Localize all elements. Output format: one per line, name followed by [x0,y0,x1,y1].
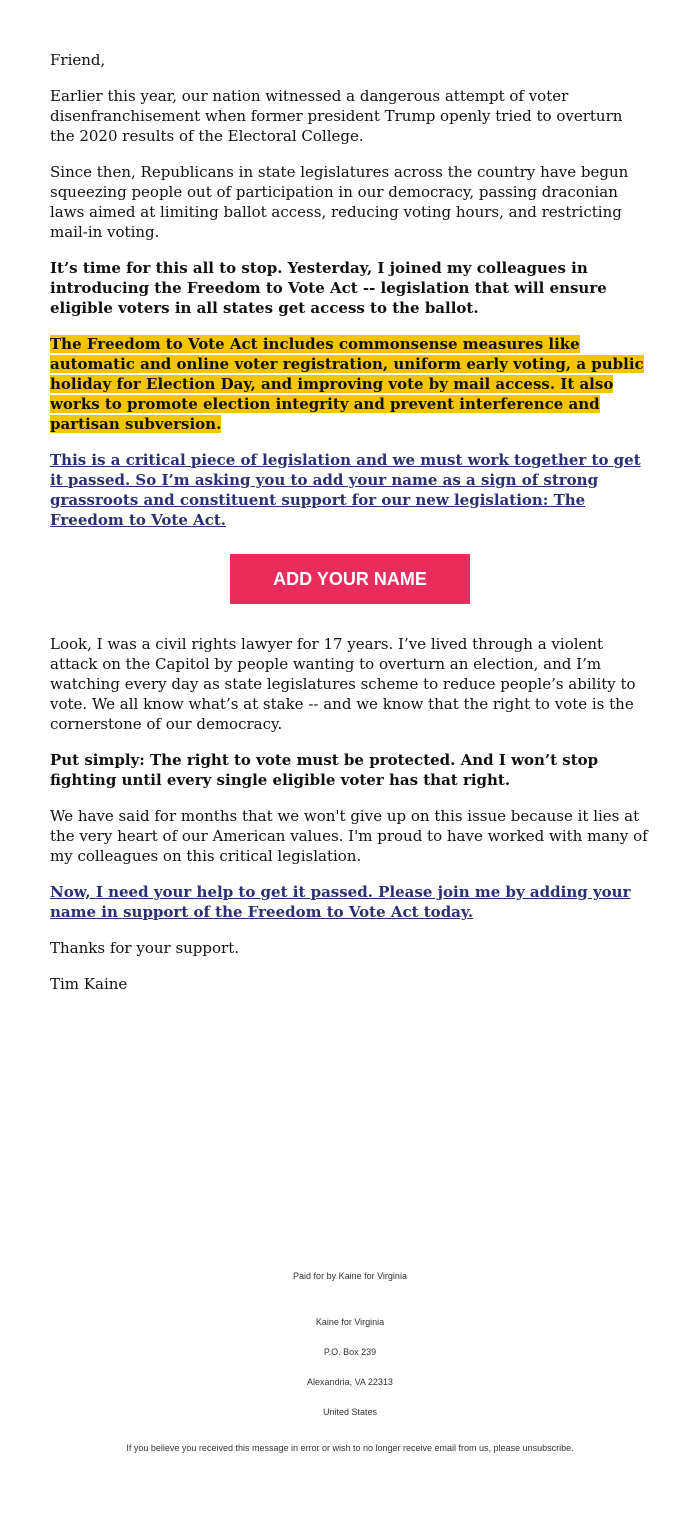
address-city: Alexandria, VA 22313 [307,1377,393,1387]
address-name: Kaine for Virginia [315,1317,385,1327]
paragraph-republicans: Since then, Republicans in state legislatures across the country have begun squeezing people out of participation in our democracy, passing draconian laws aimed at limiting ballot access, reducing voting hours, and restricting mail-in voting. [50,163,629,241]
paragraph-american-values: We have said for months that we won't give up on this issue because it lies at the very heart of our American values. I'm proud to have worked with many of my colleagues on this critical legislation. [50,807,648,865]
cta-container [50,554,650,604]
footer [0,1270,700,1454]
paid-for-disclaimer: Paid for by Kaine for Virginia [293,1271,407,1281]
email-body [50,50,650,1010]
greeting: Friend, [50,51,106,69]
add-your-name-button[interactable]: ADD YOUR NAME [230,554,470,604]
paragraph-join-me [50,882,650,922]
address-po-box: P.O. Box 239 [323,1347,377,1357]
paragraph-civil-rights: Look, I was a civil rights lawyer for 17 years. I’ve lived through a violent attack on the Capitol by people wanting to overturn an election, and I’m watching every day as state legislatures scheme to reduce people’s ability to vote. We all know what’s at stake -- and we know that the right to vote is the cornerstone of our democracy. [50,635,636,733]
join-me-link[interactable]: Now, I need your help to get it passed. Please join me by adding your name in support of the Freedom to Vote Act today. [50,883,631,921]
address-country: United States [322,1407,378,1417]
highlighted-text: The Freedom to Vote Act includes commonsense measures like automatic and online voter registration, uniform early voting, a public holiday for Election Day, and improving vote by mail access. It also works to promote election integrity and prevent interference and partisan subversion. [50,335,644,433]
unsubscribe-notice[interactable]: If you believe you received this message in error or wish to no longer receive email from us, please unsubscribe. [126,1443,574,1453]
paragraph-intro: Earlier this year, our nation witnessed a dangerous attempt of voter disenfranchisement when former president Trump openly tried to overturn the 2020 results of the Electoral College. [50,87,623,145]
add-name-link[interactable]: This is a critical piece of legislation and we must work together to get it passed. So I’m asking you to add your name as a sign of strong grassroots and constituent support for our new legislation: The Freedom to Vote Act. [50,451,641,529]
paragraph-put-simply: Put simply: The right to vote must be protected. And I won’t stop fighting until every single eligible voter has that right. [50,751,599,789]
paragraph-highlight [50,334,650,434]
paragraph-ask [50,450,650,530]
signature: Tim Kaine [50,975,128,993]
thanks-line: Thanks for your support. [50,939,240,957]
paragraph-time-to-stop: It’s time for this all to stop. Yesterday, I joined my colleagues in introducing the Freedom to Vote Act -- legislation that will ensure eligible voters in all states get access to the ballot. [50,259,607,317]
